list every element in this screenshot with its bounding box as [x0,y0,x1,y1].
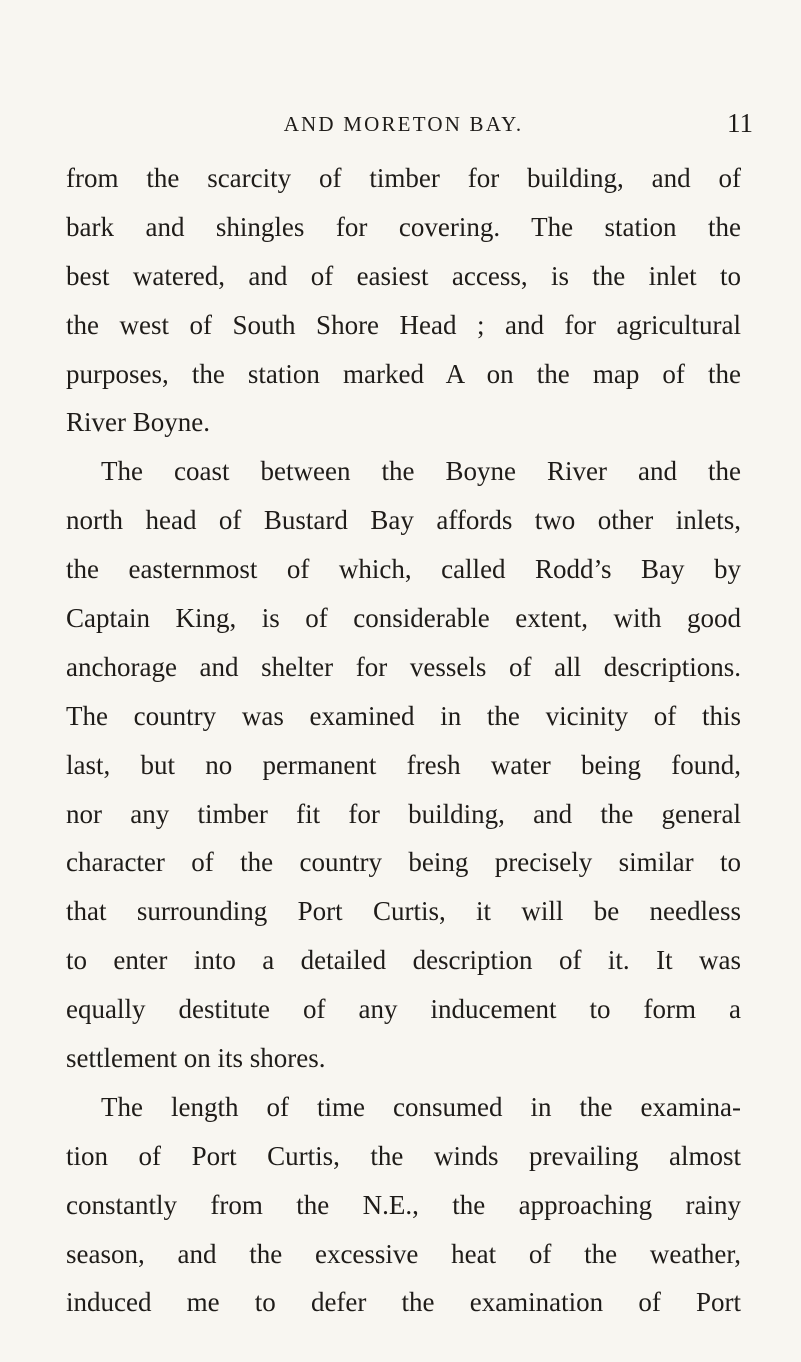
text-line: anchorage and shelter for vessels of all descriptions. [66,651,741,682]
text-line: bark and shingles for covering. The station the [66,211,741,242]
text-line: north head of Bustard Bay affords two other inlets, [66,505,741,536]
text-line: season, and the excessive heat of the weather, [66,1238,741,1269]
text-line: character of the country being precisely similar to [66,847,741,878]
text-line: from the scarcity of timber for building, and of [66,163,741,193]
paragraph-start-line: The length of time consumed in the examina- [101,1091,741,1122]
page-number: 11 [727,108,753,138]
text-line: the easternmost of which, called Rodd’s Bay by [66,554,741,585]
running-head [66,108,753,138]
text-line: last, but no permanent fresh water being found, [66,749,741,780]
paragraph-end-line: River Boyne. [66,407,210,438]
text-line: the west of South Shore Head ; and for agricultural [66,309,741,340]
text-line: constantly from the N.E., the approaching rainy [66,1189,741,1220]
running-title: AND MORETON BAY. [283,112,524,136]
body-text [66,160,741,1333]
paragraph-start-line: The coast between the Boyne River and the [101,456,741,487]
text-line: purposes, the station marked A on the map of the [66,358,741,389]
text-line: best watered, and of easiest access, is the inlet to [66,260,741,291]
text-line: that surrounding Port Curtis, it will be needless [66,896,741,927]
text-line: Captain King, is of considerable extent, with good [66,603,741,634]
text-line: equally destitute of any inducement to form a [66,994,741,1025]
text-line: induced me to defer the examination of Port [66,1287,741,1318]
paragraph-end-line: settlement on its shores. [66,1043,326,1074]
text-line: nor any timber fit for building, and the general [66,798,741,829]
text-line: to enter into a detailed description of it. It was [66,945,741,976]
text-line: tion of Port Curtis, the winds prevailing almost [66,1140,741,1171]
text-line: The country was examined in the vicinity of this [66,700,741,731]
